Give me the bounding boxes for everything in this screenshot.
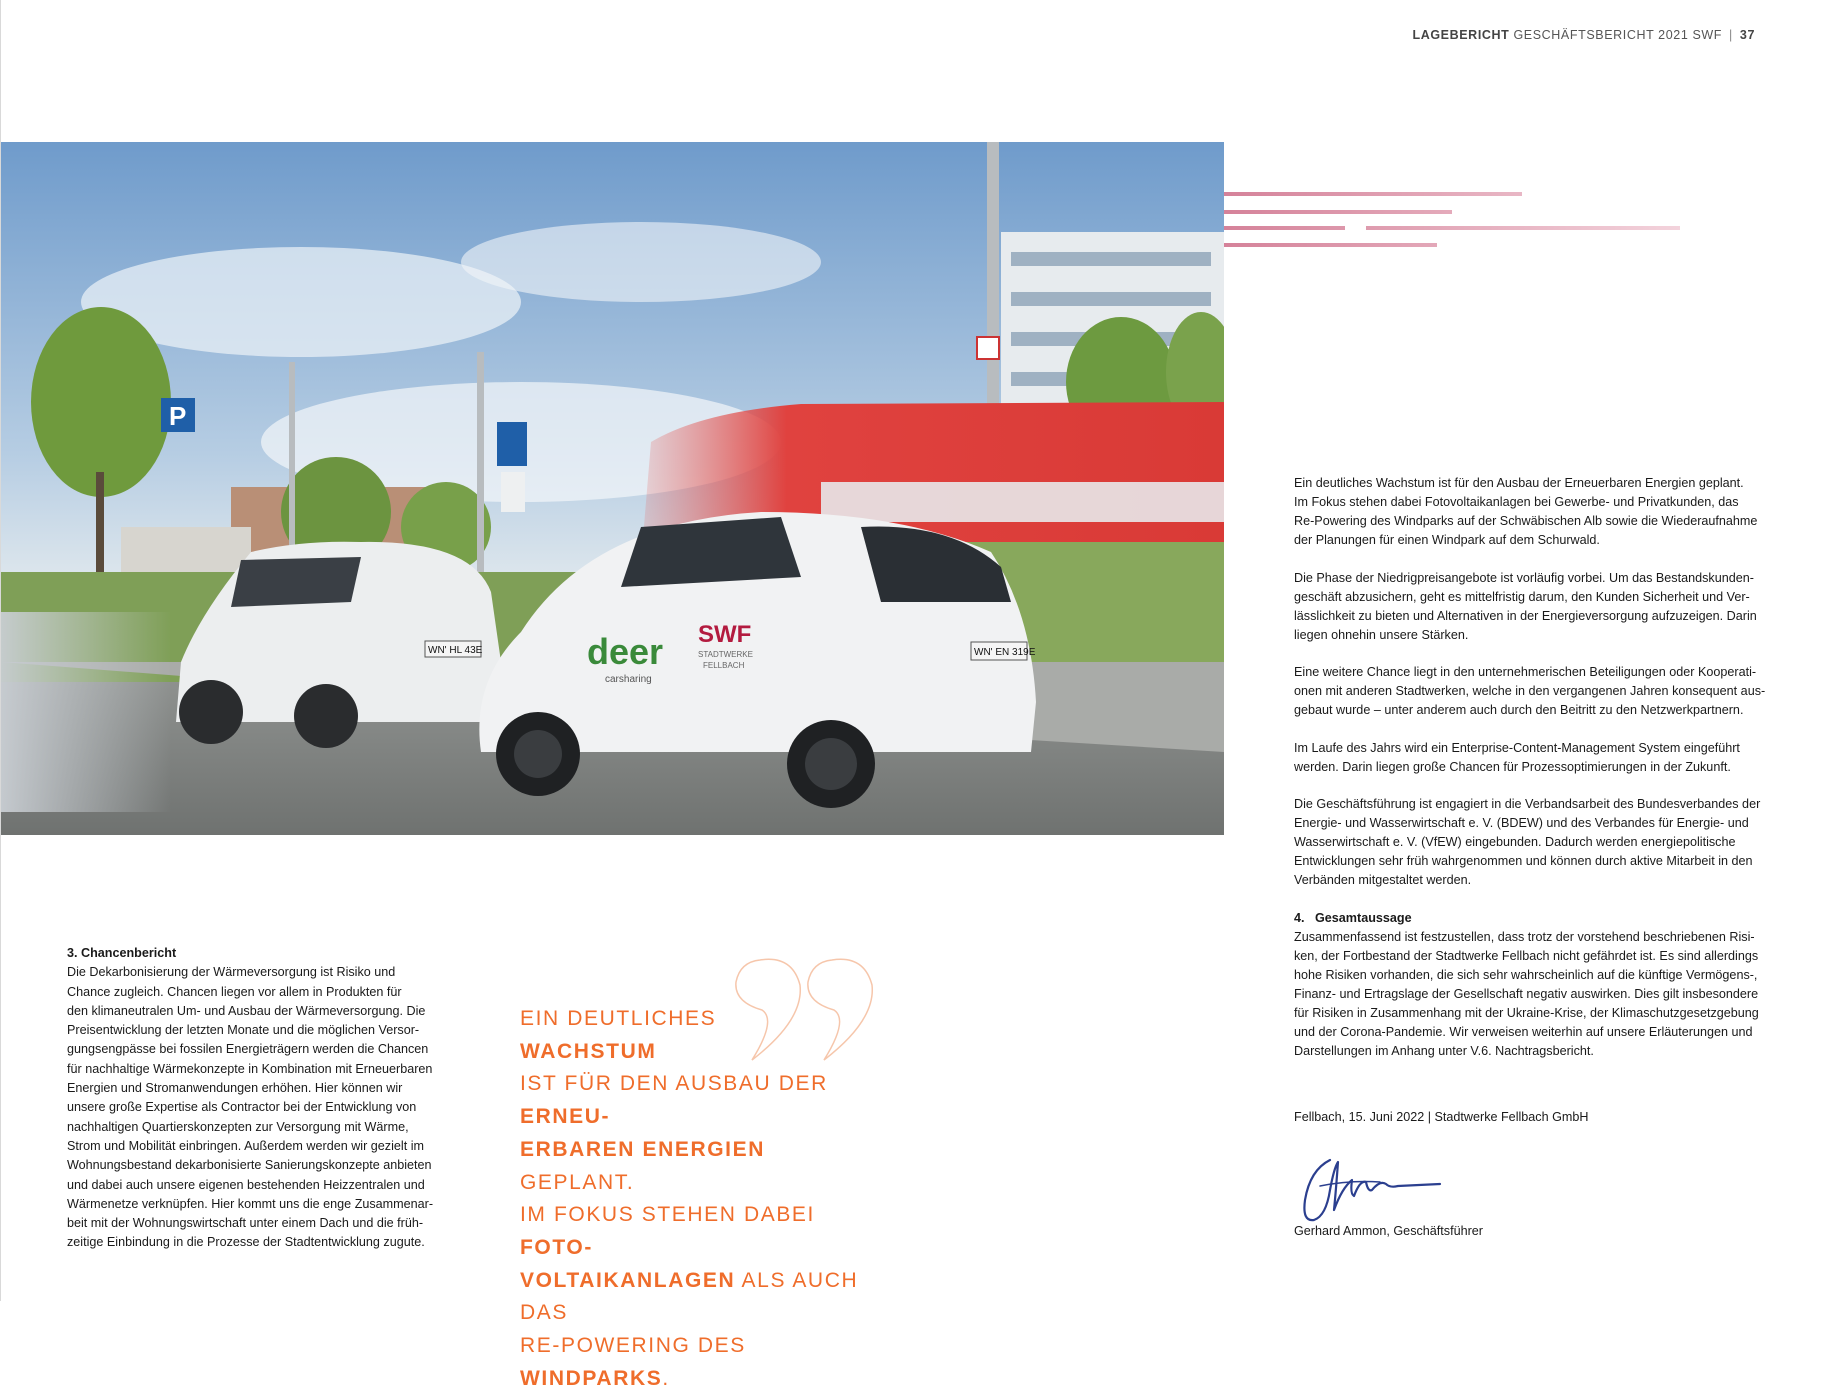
quote-highlight: ERBAREN ENERGIEN	[520, 1137, 765, 1161]
text-line: Preisentwicklung der letzten Monate und die möglichen Versor-	[67, 1023, 420, 1038]
text-line: und dabei auch unsere eigenen bestehenden Heizzentralen und	[67, 1177, 425, 1192]
quote-text: IST FÜR DEN AUSBAU DER	[520, 1072, 828, 1096]
parking-sign-text: P	[169, 401, 187, 431]
front-car-plate: WN' EN 319E	[974, 647, 1036, 658]
text-line: Entwicklungen sehr früh wahrgenommen und können durch aktive Mitarbeit in den	[1294, 854, 1753, 868]
quote-highlight: FOTO-	[520, 1235, 593, 1259]
text-line: gungsengpässe bei fossilen Energieträgern werden die Chancen	[67, 1042, 429, 1057]
text-line: für nachhaltige Wärmekonzepte in Kombination mit Erneuerbaren	[67, 1061, 433, 1076]
text-line: Wasserwirtschaft e. V. (VfEW) eingebunden. Dadurch werden energiepolitische	[1294, 835, 1736, 849]
paragraph-niedrigpreis	[1294, 569, 1778, 645]
text-line: onen mit anderen Stadtwerken, welche in den vergangenen Jahren konsequent aus-	[1294, 684, 1766, 698]
quote-highlight: WINDPARKS	[520, 1366, 663, 1390]
signature-icon	[1290, 1150, 1450, 1228]
carsharing-logo-text: deer	[587, 631, 664, 672]
text-line: den klimaneutralen Um- und Ausbau der Wärmeversorgung. Die	[67, 1003, 426, 1018]
gesamtaussage-heading: 4. Gesamtaussage	[1294, 910, 1412, 925]
quote-text: EIN DEUTLICHES	[520, 1007, 717, 1030]
paragraph-verbandsarbeit	[1294, 795, 1778, 890]
quote-text: .	[662, 1366, 670, 1390]
header-section: LAGEBERICHT	[1412, 28, 1510, 42]
text-line: werden. Darin liegen große Chancen für Prozessoptimierungen in der Zukunft.	[1294, 759, 1731, 774]
text-line: Strom und Mobilität einbringen. Außerdem werden wir gezielt im	[67, 1138, 424, 1153]
text-line: ken, der Fortbestand der Stadtwerke Fellbach nicht gefährdet ist. Es sind allerdings	[1294, 948, 1759, 963]
chancenbericht-text	[67, 963, 459, 1252]
car-swf-logo: SWF	[698, 621, 752, 648]
chancenbericht-section	[67, 944, 459, 1253]
text-line: Die Phase der Niedrigpreisangebote ist vorläufig vorbei. Um das Bestandskunden-	[1294, 570, 1754, 585]
text-line: Im Laufe des Jahrs wird ein Enterprise-Content-Management System eingeführt	[1294, 740, 1740, 755]
back-car-plate: WN' HL 43E	[428, 645, 483, 656]
text-line: zeitige Einbindung in die Prozesse der Stadtentwicklung zugute.	[67, 1235, 425, 1250]
text-line: nachhaltigen Quartierskonzepten zur Versorgung mit Wärme,	[67, 1119, 409, 1134]
text-line: Zusammenfassend ist festzustellen, dass trotz der vorstehend beschriebenen Risi-	[1294, 929, 1755, 944]
quote-text: GEPLANT.	[520, 1170, 635, 1194]
text-line: Die Geschäftsführung ist engagiert in die Verbandsarbeit des Bundesverbandes der	[1294, 797, 1761, 811]
signer-name: Gerhard Ammon, Geschäftsführer	[1294, 1224, 1483, 1238]
carsharing-sub-text: carsharing	[605, 674, 652, 685]
text-line: Finanz- und Ertragslage der Gesellschaft negativ auswirken. Dies gilt insbesondere	[1294, 986, 1759, 1001]
right-column	[1294, 474, 1778, 1079]
text-line: lässlichkeit zu bieten und Alternativen in der Energieversorgung aufzuzeigen. Darin	[1294, 608, 1757, 623]
quote-text: IM FOKUS STEHEN DABEI	[520, 1203, 815, 1227]
text-line: der Planungen für einen Windpark auf dem Schurwald.	[1294, 533, 1600, 547]
paragraph-beteiligungen	[1294, 663, 1778, 720]
quote-highlight: VOLTAIKANLAGEN	[520, 1268, 736, 1292]
text-line: Die Dekarbonisierung der Wärmeversorgung ist Risiko und	[67, 965, 396, 980]
text-line: Eine weitere Chance liegt in den unternehmerischen Beteiligungen oder Kooperati-	[1294, 665, 1757, 679]
text-line: Energie- und Wasserwirtschaft e. V. (BDEW) und des Verbandes für Energie- und	[1294, 816, 1749, 830]
quote-text: RE-POWERING DES	[520, 1334, 746, 1358]
text-line: Im Fokus stehen dabei Fotovoltaikanlagen bei Gewerbe- und Privatkunden, das	[1294, 495, 1739, 509]
text-line: gebaut wurde – unter anderem auch durch den Beitritt zu den Netzwerkpartnern.	[1294, 703, 1744, 717]
paragraph-ecm	[1294, 739, 1778, 777]
car-swf-sub: STADTWERKE	[698, 650, 753, 659]
quote-highlight: WACHSTUM	[520, 1039, 657, 1063]
text-line: für Risiken in Zusammenhang mit der Ukraine-Krise, der Klimaschutzgesetzgebung	[1294, 1005, 1759, 1020]
chancenbericht-heading: 3. Chancenbericht	[67, 946, 177, 960]
place-date-line: Fellbach, 15. Juni 2022 | Stadtwerke Fellbach GmbH	[1294, 1110, 1589, 1124]
text-line: und der Corona-Pandemie. Wir verweisen weiterhin auf unsere Erläuterungen und	[1294, 1024, 1753, 1039]
text-line: unsere große Expertise als Contractor bei der Entwicklung von	[67, 1100, 417, 1115]
text-line: Chance zugleich. Chancen liegen vor allem in Produkten für	[67, 984, 402, 999]
text-line: Verbänden mitgestaltet werden.	[1294, 873, 1472, 887]
quote-highlight: ERNEU-	[520, 1105, 611, 1129]
text-line: Darstellungen im Anhang unter V.6. Nachtragsbericht.	[1294, 1043, 1594, 1058]
text-line: liegen ohnehin unsere Stärken.	[1294, 627, 1469, 642]
car-swf-sub2: FELLBACH	[703, 661, 745, 670]
header-separator: |	[1729, 28, 1733, 42]
header-report: GESCHÄFTSBERICHT 2021 SWF	[1513, 28, 1723, 42]
text-line: Wärmenetze verknüpfen. Hier kommt uns die enge Zusammenar-	[67, 1196, 434, 1211]
text-line: Energien und Stromanwendungen erhöhen. Hier können wir	[67, 1081, 403, 1096]
pull-quote	[520, 1003, 860, 1395]
paragraph-wachstum	[1294, 474, 1778, 550]
page-header	[1413, 28, 1756, 42]
page-number: 37	[1739, 28, 1755, 42]
text-line: Re-Powering des Windparks auf der Schwäbischen Alb sowie die Wiederaufnahme	[1294, 514, 1758, 528]
hero-photo	[1, 142, 1224, 835]
text-line: geschäft abzusichern, geht es mittelfristig darum, den Kunden Sicherheit und Ver-	[1294, 589, 1750, 604]
text-line: hohe Risiken vorhanden, die sich sehr wahrscheinlich auf die künftige Vermögens-,	[1294, 967, 1758, 982]
text-line: Ein deutliches Wachstum ist für den Ausbau der Erneuerbaren Energien geplant.	[1294, 476, 1744, 490]
text-line: Wohnungsbestand dekarbonisierte Sanierungskonzepte anbieten	[67, 1158, 432, 1173]
text-line: beit mit der Wohnungswirtschaft unter einem Dach und die früh-	[67, 1216, 424, 1231]
paragraph-gesamtaussage	[1294, 928, 1778, 1061]
quote-text: ALS AUCH DAS	[520, 1268, 859, 1325]
